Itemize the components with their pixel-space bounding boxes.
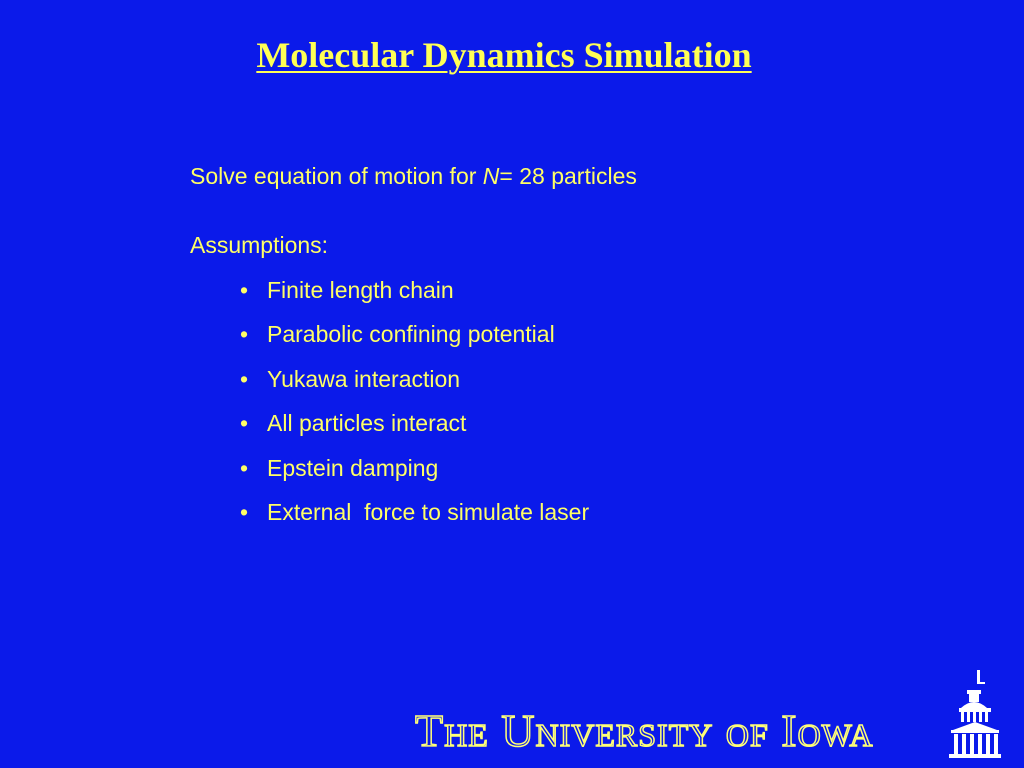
list-item-text: External force to simulate laser	[267, 498, 590, 525]
list-item	[240, 320, 589, 364]
assumptions-list	[240, 276, 589, 542]
list-item-text: Finite length chain	[267, 277, 454, 303]
list-item-text: All particles interact	[267, 410, 467, 437]
assumptions-heading: Assumptions:	[190, 232, 329, 258]
bullet-icon: •	[240, 410, 249, 437]
equation-line-suffix: = 28 particles	[499, 163, 637, 189]
old-capitol-dome-icon	[945, 668, 1005, 760]
list-item-text: Yukawa interaction	[267, 365, 461, 392]
list-item-text: Parabolic confining potential	[267, 321, 555, 348]
list-item	[240, 276, 589, 320]
slide-title: Molecular Dynamics Simulation	[256, 35, 752, 75]
bullet-icon: •	[240, 498, 249, 525]
list-item	[240, 409, 589, 453]
bullet-icon: •	[240, 365, 249, 392]
bullet-icon: •	[240, 277, 249, 303]
equation-line-prefix: Solve equation of motion for	[190, 163, 483, 189]
bullet-icon: •	[240, 321, 249, 348]
list-item	[240, 498, 589, 542]
equation-variable: N	[482, 163, 500, 189]
list-item	[240, 365, 589, 409]
list-item	[240, 454, 589, 498]
bullet-icon: •	[240, 454, 249, 481]
university-wordmark: The University of Iowa	[415, 705, 874, 756]
equation-line	[190, 163, 637, 190]
list-item-text: Epstein damping	[267, 454, 439, 481]
